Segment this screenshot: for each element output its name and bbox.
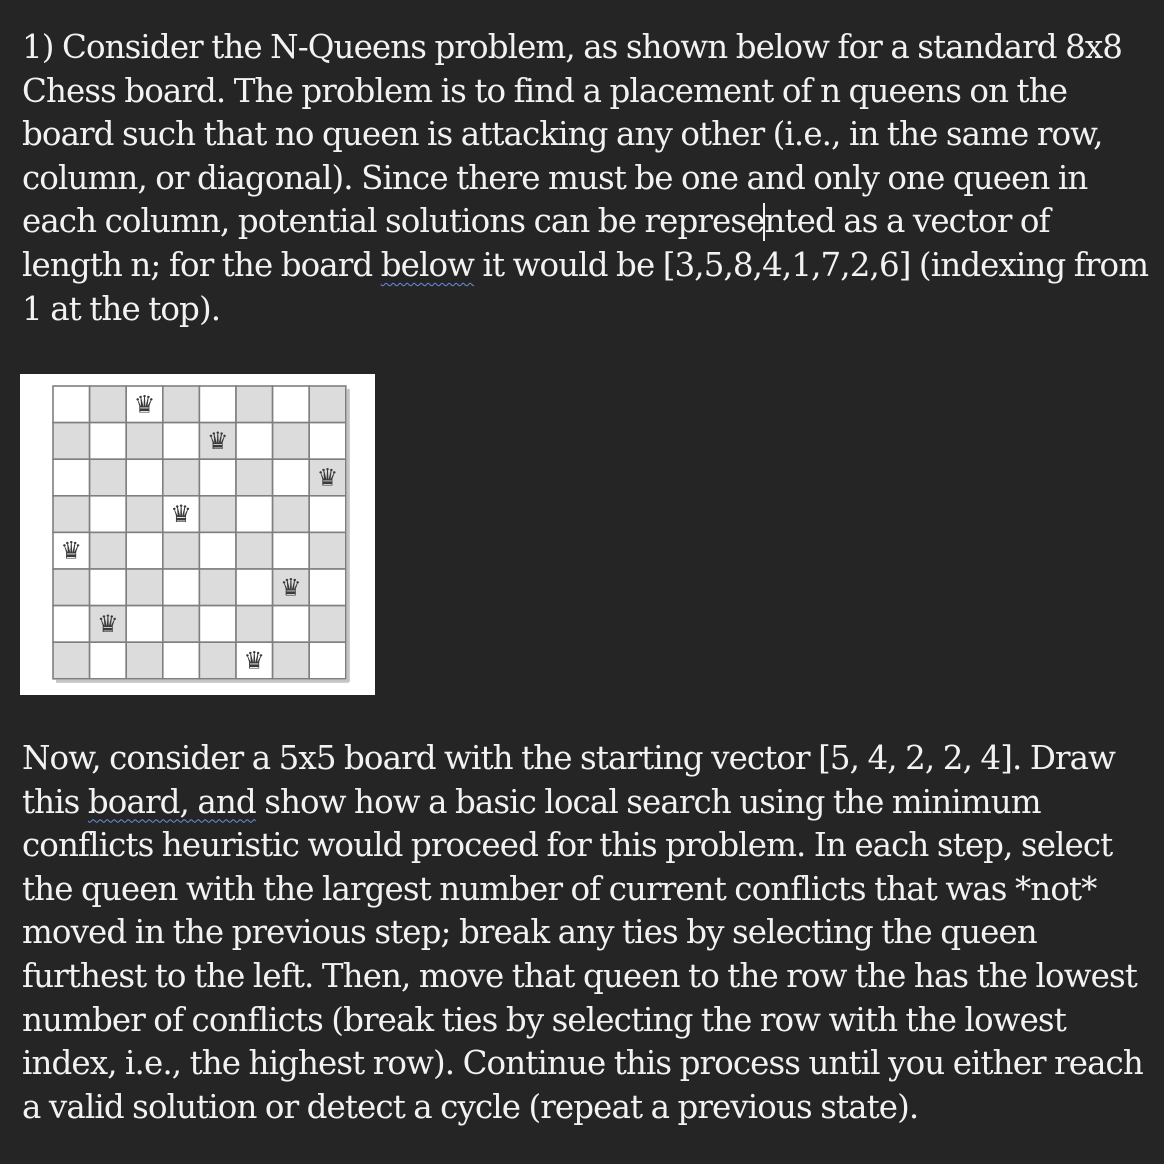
board-square xyxy=(309,386,346,423)
board-square xyxy=(273,496,310,533)
queen-icon: ♛ xyxy=(280,573,302,602)
board-square xyxy=(90,423,127,460)
board-shadow-bottom xyxy=(56,680,349,683)
queen-icon: ♛ xyxy=(243,646,266,675)
board-square xyxy=(53,386,90,423)
board-square xyxy=(236,423,273,460)
intro-line-6-end: it would be [3,5,8,4,1,7,2,6] (indexing from xyxy=(474,245,1149,284)
board-shadow-right xyxy=(347,389,350,682)
queen-icon: ♛ xyxy=(97,609,119,638)
intro-line-5 xyxy=(22,200,1164,244)
board-square xyxy=(126,642,163,679)
task-line-3: conflicts heuristic would proceed for this problem. In each step, select xyxy=(22,826,1113,865)
task-line-2 xyxy=(22,781,1164,825)
spellcheck-phrase-board-and: board, and xyxy=(87,782,256,821)
board-square xyxy=(273,606,310,643)
intro-line-6 xyxy=(22,244,1164,288)
board-square xyxy=(199,532,236,569)
board-square xyxy=(309,569,346,606)
board-square xyxy=(53,459,90,496)
board-square xyxy=(90,386,127,423)
board-square xyxy=(90,642,127,679)
board-square xyxy=(273,386,310,423)
board-square xyxy=(309,496,346,533)
board-square xyxy=(309,642,346,679)
queen-icon: ♛ xyxy=(60,536,83,565)
task-line-7: number of conflicts (break ties by selecting the row with the lowest xyxy=(22,1000,1066,1039)
task-line-9: a valid solution or detect a cycle (repeat a previous state). xyxy=(22,1087,919,1126)
board-square xyxy=(126,459,163,496)
board-square xyxy=(53,496,90,533)
board-square xyxy=(273,459,310,496)
board-square xyxy=(163,606,200,643)
board-square xyxy=(236,496,273,533)
board-square xyxy=(163,532,200,569)
board-square xyxy=(163,569,200,606)
intro-line-6-start: length n; for the board xyxy=(22,245,381,284)
board-square xyxy=(236,459,273,496)
task-line-2-end: show how a basic local search using the minimum xyxy=(255,782,1041,821)
intro-line-1: 1) Consider the N-Queens problem, as shown below for a standard 8x8 xyxy=(22,28,1123,66)
queen-icon: ♛ xyxy=(133,390,156,419)
board-square xyxy=(126,423,163,460)
board-square xyxy=(309,606,346,643)
board-square xyxy=(90,532,127,569)
board-square xyxy=(53,423,90,460)
task-line-4: the queen with the largest number of current conflicts that was *not* xyxy=(22,869,1097,908)
intro-line-4: column, or diagonal). Since there must be one and only one queen in xyxy=(22,158,1088,197)
intro-line-3: board such that no queen is attacking any other (i.e., in the same row, xyxy=(22,115,1103,154)
board-square xyxy=(199,606,236,643)
chessboard-figure xyxy=(20,374,375,695)
task-paragraph xyxy=(22,737,1164,1129)
board-square xyxy=(126,569,163,606)
board-square xyxy=(236,386,273,423)
board-square xyxy=(126,496,163,533)
board-square xyxy=(90,569,127,606)
queen-icon: ♛ xyxy=(206,426,229,455)
board-square xyxy=(309,532,346,569)
board-square xyxy=(236,569,273,606)
board-square xyxy=(163,423,200,460)
board-square xyxy=(126,532,163,569)
board-square xyxy=(236,532,273,569)
board-square xyxy=(163,386,200,423)
queen-icon: ♛ xyxy=(316,463,339,492)
board-square xyxy=(199,386,236,423)
intro-paragraph xyxy=(22,26,1164,331)
intro-line-5-start: each column, potential solutions can be represe xyxy=(22,202,765,241)
board-square xyxy=(53,569,90,606)
queen-icon: ♛ xyxy=(170,500,192,529)
spellcheck-word-below: below xyxy=(380,245,475,284)
task-line-6: furthest to the left. Then, move that queen to the row the has the lowest xyxy=(22,956,1137,995)
intro-line-2: Chess board. The problem is to find a placement of n queens on the xyxy=(22,71,1068,110)
task-line-1: Now, consider a 5x5 board with the starting vector [5, 4, 2, 2, 4]. Draw xyxy=(22,739,1116,777)
board-square xyxy=(163,459,200,496)
board-square xyxy=(199,496,236,533)
task-line-5: moved in the previous step; break any ties by selecting the queen xyxy=(22,913,1037,952)
intro-line-5-end: nted as a vector of xyxy=(764,202,1050,241)
board-square xyxy=(199,459,236,496)
board-square xyxy=(236,606,273,643)
chessboard xyxy=(20,374,375,695)
board-square xyxy=(126,606,163,643)
board-square xyxy=(273,423,310,460)
board-square xyxy=(53,642,90,679)
board-square xyxy=(53,606,90,643)
task-line-8: index, i.e., the highest row). Continue this process until you either reach xyxy=(22,1044,1143,1083)
board-square xyxy=(273,532,310,569)
board-square xyxy=(90,496,127,533)
board-square xyxy=(273,642,310,679)
board-square xyxy=(199,642,236,679)
board-square xyxy=(199,569,236,606)
board-square xyxy=(163,642,200,679)
intro-line-7: 1 at the top). xyxy=(22,289,221,328)
board-square xyxy=(90,459,127,496)
task-line-2-start: this xyxy=(22,782,88,821)
board-square xyxy=(309,423,346,460)
